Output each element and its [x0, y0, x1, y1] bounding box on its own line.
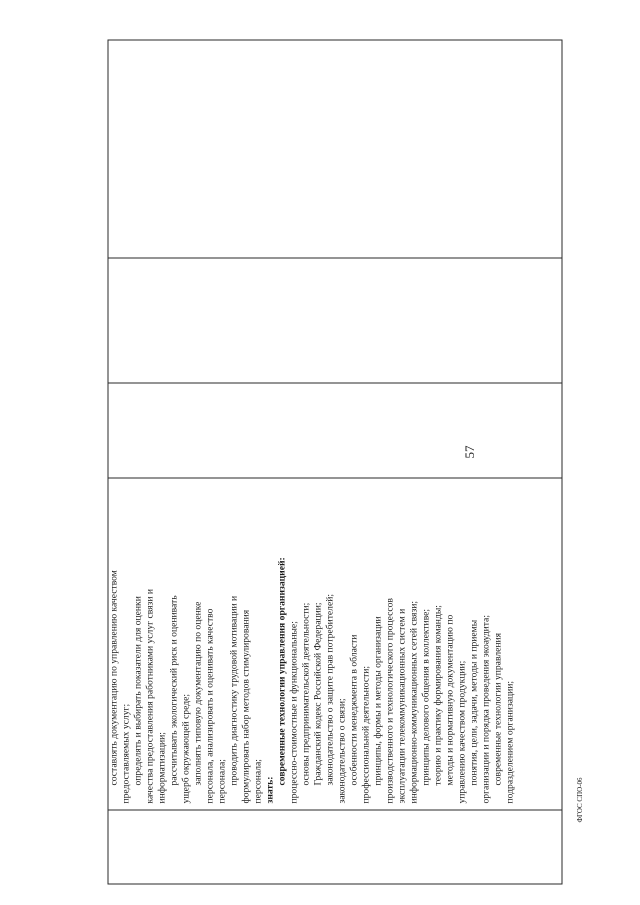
text-line: информатизации;	[156, 732, 168, 804]
text-line: подразделением организации;	[504, 680, 516, 804]
text-line: ущерб окружающей среде;	[180, 693, 192, 804]
text-line: эксплуатации телекоммуникационных систем и	[396, 608, 408, 804]
text-line: персонала;	[252, 759, 264, 804]
text-line: качества предоставления работниками услуг связи и	[144, 588, 156, 804]
text-line: Гражданский кодекс Российской Федерации;	[312, 602, 324, 786]
text-line: теорию и практику формирования команды;	[432, 605, 444, 786]
standards-table	[108, 40, 563, 885]
text-line: проводить диагностику трудовой мотивации и	[228, 595, 240, 786]
text-line: управлению качеством продукции;	[456, 660, 468, 804]
table-column-skills-knowledge	[109, 479, 562, 811]
rotated-page	[108, 40, 563, 885]
table-column-index	[109, 811, 562, 884]
footer-standard-code: ФГОС СПО-06	[576, 777, 584, 823]
text-line: персонала, анализировать и оценивать качество	[204, 608, 216, 804]
text-line: законодательство о защите прав потребителей;	[324, 594, 336, 786]
skills-knowledge-text	[109, 483, 562, 804]
text-line: основы предпринимательской деятельности;	[300, 602, 312, 786]
page-number: 57	[462, 445, 477, 459]
text-line: понятия, цели, задачи, методы и приемы	[468, 619, 480, 786]
table-column-hours-max	[109, 384, 562, 479]
text-line: определять и выбирать показатели для оценки	[132, 596, 144, 786]
text-line: организации и порядка проведения экоаудита;	[480, 615, 492, 804]
text-line: методы и нормативную документацию по	[444, 614, 456, 786]
text-line: заполнять типовую документацию по оценке	[192, 601, 204, 786]
text-line: профессиональной деятельности;	[360, 665, 372, 804]
text-line: принципы делового общения в коллективе;	[420, 608, 432, 786]
text-line: принципы, формы и методы организации	[372, 616, 384, 786]
text-line: информационно-коммуникационных сетей связи;	[408, 600, 420, 804]
text-line: персонала;	[216, 759, 228, 804]
table-column-disciplines	[109, 39, 562, 259]
text-line: знать:	[264, 776, 276, 804]
text-line: рассчитывать экологический риск и оценивать	[168, 595, 180, 786]
text-line: современные технологии управления	[492, 632, 504, 786]
text-line: особенности менеджмента в области	[348, 634, 360, 786]
text-line: составлять документацию по управлению качеством	[108, 570, 120, 786]
table-column-hours-required	[109, 259, 562, 384]
text-line: законодательство о связи;	[336, 698, 348, 804]
text-line: производственного и технологического процессов	[384, 598, 396, 804]
text-line: современные технологии управления организацией:	[276, 557, 288, 786]
text-line: предоставляемых услуг;	[120, 703, 132, 804]
text-line: процессно-стоимостные и функциональные;	[288, 621, 300, 804]
text-line: формулировать набор методов стимулирования	[240, 609, 252, 804]
